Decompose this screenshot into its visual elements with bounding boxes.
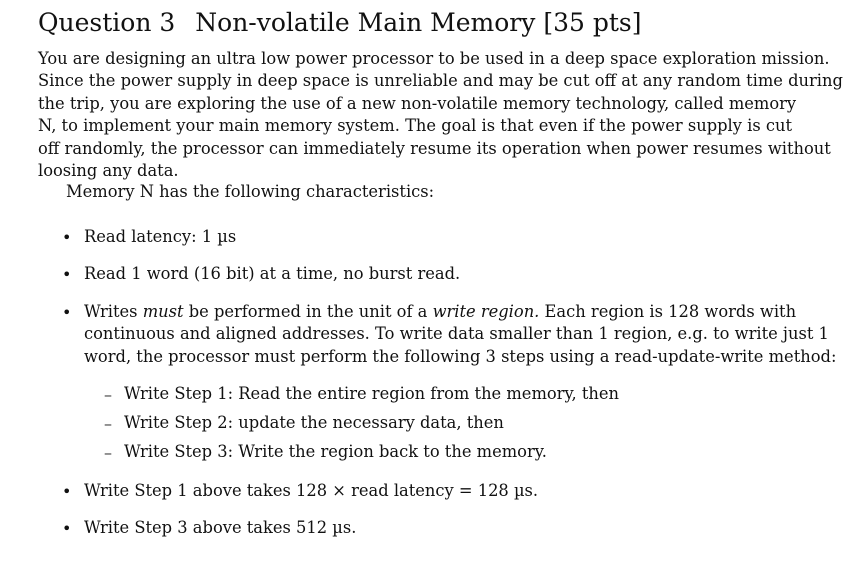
write-region-line-2: continuous and aligned addresses. To write data smaller than 1 region, e.g. to write just 1 xyxy=(84,324,829,344)
bullet-read-latency: Read latency: 1 µs xyxy=(84,227,237,246)
bullet-read-word: Read 1 word (16 bit) at a time, no burst read. xyxy=(84,264,461,283)
write-step-3: Write Step 3: Write the region back to the memory. xyxy=(124,442,547,461)
text-run: be performed in the unit of a xyxy=(183,302,433,321)
text-run: Writes xyxy=(84,302,143,321)
intro-line: You are designing an ultra low power processor to be used in a deep space exploration mission. xyxy=(38,49,830,68)
intro-line: the trip, you are exploring the use of a new non-volatile memory technology, called memory xyxy=(38,93,797,113)
emphasis-must: must xyxy=(142,302,184,321)
question-title: Non-volatile Main Memory [35 pts] xyxy=(195,8,642,37)
intro-line: N, to implement your main memory system. The goal is that even if the power supply is cut xyxy=(38,116,793,136)
bullet-marker: • xyxy=(62,228,72,247)
write-region-line-1 xyxy=(84,301,797,323)
text-run: Each region is 128 words with xyxy=(539,302,797,321)
question-number: Question 3 xyxy=(38,8,176,37)
intro-line: loosing any data. xyxy=(38,161,179,181)
dash-marker: – xyxy=(104,443,112,462)
bullet-marker: • xyxy=(62,519,72,538)
write-step-2: Write Step 2: update the necessary data, then xyxy=(124,413,504,432)
bullet-step3-timing: Write Step 3 above takes 512 µs. xyxy=(84,518,357,537)
question-heading xyxy=(38,8,641,37)
write-region-line-3: word, the processor must perform the following 3 steps using a read-update-write method: xyxy=(84,346,837,366)
emphasis-write-region: write region. xyxy=(432,302,540,321)
intro-line: off randomly, the processor can immediately resume its operation when power resumes without xyxy=(38,138,831,158)
write-step-1: Write Step 1: Read the entire region from the memory, then xyxy=(124,384,620,403)
bullet-marker: • xyxy=(62,265,72,284)
bullet-step1-timing: Write Step 1 above takes 128 × read latency = 128 µs. xyxy=(84,481,539,500)
bullet-write-region xyxy=(84,301,837,368)
bullet-marker: • xyxy=(62,482,72,501)
intro-line: Since the power supply in deep space is unreliable and may be cut off at any random time during xyxy=(38,71,843,91)
dash-marker: – xyxy=(104,414,112,433)
characteristics-intro: Memory N has the following characteristics: xyxy=(66,182,435,201)
dash-marker: – xyxy=(104,385,112,404)
intro-paragraph xyxy=(38,48,843,182)
bullet-marker: • xyxy=(62,303,72,322)
